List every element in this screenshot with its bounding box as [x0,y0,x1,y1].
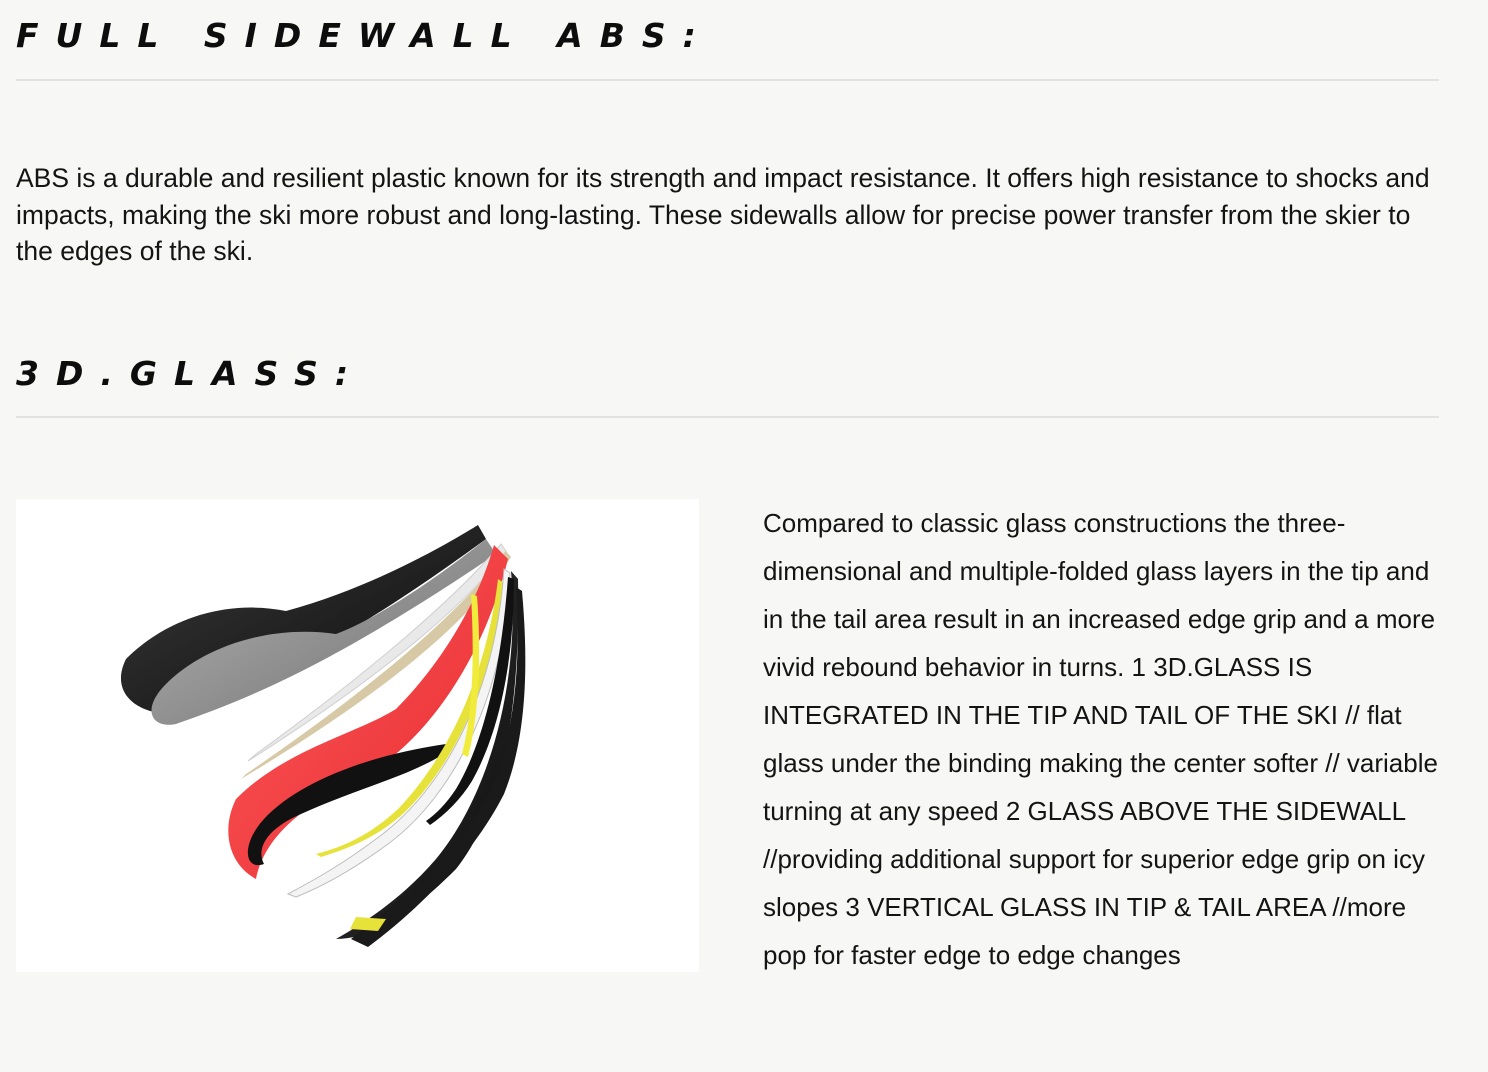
sidewall-description: ABS is a durable and resilient plastic known for its strength and impact resistance. It offers high resistance to shocks and impacts, making the ski more robust and long-lasting. These sidewalls allow for precise power transfer from the skier to the edges of the ski. [16,163,1430,266]
section-heading-3d-glass: 3D.GLASS: [16,354,366,393]
heading-divider [16,79,1439,81]
section-heading-sidewall: FULL SIDEWALL ABS: [16,16,713,55]
ski-construction-layers-image [16,499,699,972]
heading-divider [16,416,1439,418]
3d-glass-description: Compared to classic glass constructions the three-dimensional and multiple-folded glass layers in the tip and in the tail area result in an increased edge grip and a more vivid rebound behavior in turns. 1 3D.GLASS IS INTEGRATED IN THE TIP AND TAIL OF THE SKI // flat glass under the binding making the center softer // variable turning at any speed 2 GLASS ABOVE THE SIDEWALL //providing additional support for superior edge grip on icy slopes 3 VERTICAL GLASS IN TIP & TAIL AREA //more pop for faster edge to edge changes [763,508,1438,970]
